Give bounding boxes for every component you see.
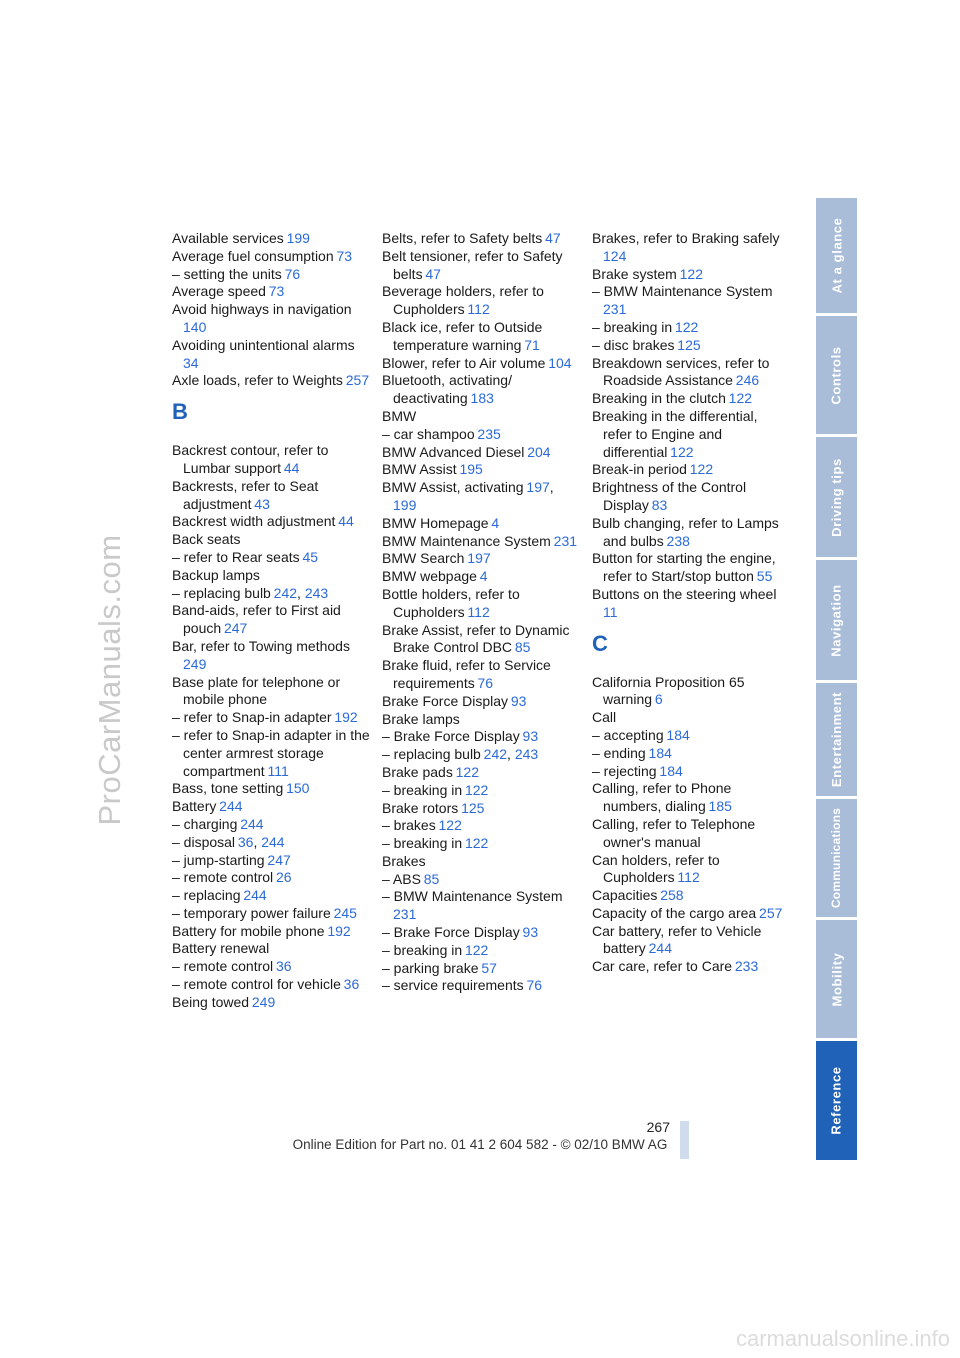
page-link[interactable]: 122 [674,318,699,335]
index-entry [172,852,370,870]
page-link[interactable]: 244 [261,833,285,850]
entry-text: Battery [172,798,217,815]
page-link[interactable]: 112 [467,603,490,620]
page-link[interactable]: 76 [526,977,543,994]
entry-text: Bulb changing, refer to Lamps and bulbs [592,514,779,549]
page-link[interactable]: 204 [527,443,551,460]
index-entry [592,816,790,852]
page-number: 267 [646,1119,670,1135]
entry-text: BMW Maintenance System [382,532,551,549]
page-link[interactable]: 85 [423,870,440,887]
index-entry [382,871,580,889]
index-entry [172,887,370,905]
page-link[interactable]: 112 [467,301,490,318]
page-link[interactable]: 257 [759,904,783,921]
entry-text: Bass, tone setting [172,780,284,797]
index-entry: – replacing bulb 242, 243 [172,584,329,601]
tab-driving-tips[interactable] [816,437,857,557]
tab-navigation[interactable] [816,560,857,680]
entry-text: – breaking in [382,835,463,852]
index-entry [382,533,580,551]
index-entry [172,816,370,834]
index-entry [382,764,580,782]
page-link[interactable]: 73 [268,283,285,300]
page-link[interactable]: 122 [464,781,489,798]
entry-text: Calling, refer to Telephone owner's manual [592,815,756,850]
index-entry: – disposal 36, 244 [172,833,285,850]
entry-text: – remote control for vehicle [172,976,341,993]
entry-text: Capacities [592,887,658,904]
entry-text: Backup lamps [172,566,260,583]
entry-text: – Brake Force Display [382,924,520,941]
footer-edition: Online Edition for Part no. 01 41 2 604 582 - © 02/10 BMW AG [292,1137,668,1152]
index-entry [592,337,790,355]
page-link[interactable]: 104 [548,354,572,371]
entry-text: – car shampoo [382,425,475,442]
page-link[interactable]: 122 [464,835,489,852]
page-link[interactable]: 244 [243,887,267,904]
page-link[interactable]: 257 [345,372,370,389]
page-link[interactable]: 36 [275,958,292,975]
index-entry [592,923,790,959]
page-link[interactable]: 184 [648,744,672,761]
page-link[interactable]: 71 [524,336,540,353]
entry-text: BMW Assist [382,461,457,478]
entry-text: Can holders, refer to Cupholders [592,851,720,886]
index-entry [172,372,370,390]
entry-text: Brake lamps [382,710,460,727]
page-link[interactable]: 247 [267,851,291,868]
tab-label: Entertainment [829,691,845,788]
entry-text: BMW Advanced Diesel [382,443,525,460]
entry-text: – breaking in [382,781,463,798]
page-link[interactable]: 231 [393,906,417,923]
index-entry [382,960,580,978]
entry-text: BMW webpage [382,568,477,585]
entry-text: California Proposition 65 warning [592,673,745,708]
page-link[interactable]: 122 [438,817,462,834]
index-entry [172,674,370,710]
entry-text: – ABS [382,870,421,887]
entry-text: Brake pads [382,763,453,780]
index-column-3 [592,230,790,976]
index-entry [172,709,370,727]
page-link[interactable]: 197 [526,479,550,496]
page-link[interactable]: 76 [477,674,494,691]
page-link[interactable]: 243 [304,584,329,601]
index-entry [382,230,580,248]
entry-text: Calling, refer to Phone numbers, dialing [592,780,732,815]
page-link[interactable]: 233 [734,958,759,975]
entry-text: Brakes, refer to Braking safely [592,230,780,246]
entry-text: Battery for mobile phone [172,922,325,939]
index-entry [382,977,580,995]
index-entry [592,709,790,727]
entry-text: Brake rotors [382,799,459,816]
index-entry [172,958,370,976]
entry-text: – refer to Rear seats [172,548,300,565]
page-link[interactable]: 192 [334,709,358,726]
tab-communications[interactable] [816,799,857,917]
tab-label: Mobility [829,952,844,1006]
entry-text: Brightness of the Control Display [592,479,747,513]
entry-text: Base plate for telephone or mobile phone [172,673,341,708]
page-link[interactable]: 57 [481,959,497,976]
entry-text: – ending [592,744,646,761]
page-link[interactable]: 231 [603,301,627,318]
entry-text: Bottle holders, refer to Cupholders [382,585,520,620]
index-entry [592,887,790,905]
index-entry [172,266,370,284]
index-entry [172,638,370,674]
watermark-procarmanuals: ProCarManuals.com [92,534,127,826]
index-entry [172,531,370,549]
index-entry [592,745,790,763]
index-entry [172,283,370,301]
page-link[interactable]: 197 [467,550,491,567]
page-link[interactable]: 199 [286,230,310,246]
entry-text: – BMW Maintenance System [592,283,773,300]
page-link[interactable]: 245 [333,904,357,921]
index-entry [382,408,580,426]
page-link[interactable]: 125 [461,799,485,816]
page-link[interactable]: 242 [483,746,508,763]
index-entry [382,248,580,284]
page-link[interactable]: 258 [660,887,684,904]
page-link[interactable]: 55 [756,568,773,585]
page-link[interactable]: 34 [183,354,199,371]
page-link[interactable]: 140 [183,318,207,335]
index-letter-heading: C [592,630,608,656]
page-link[interactable]: 73 [336,247,353,264]
index-entry [172,923,370,941]
entry-text: Call [592,709,617,726]
tab-controls[interactable] [816,316,857,434]
index-entry [592,319,790,337]
entry-text: BMW Assist, activating [382,479,524,496]
index-entry [382,515,580,533]
index-entry: – replacing bulb 242, 243 [382,746,539,763]
page-link[interactable]: 122 [679,265,703,282]
tab-label: Reference [829,1066,844,1135]
index-entry [382,568,580,586]
entry-text: Buttons on the steering wheel [592,585,777,602]
page-link[interactable]: 93 [522,924,539,941]
page-link[interactable]: 195 [459,461,483,478]
page-link[interactable]: 238 [666,532,690,549]
index-entry [382,426,580,444]
page-link[interactable]: 26 [275,869,292,886]
index-entry [172,976,370,994]
page-link[interactable]: 244 [240,815,264,832]
index-entry [172,869,370,887]
index-entry [382,550,580,568]
entry-text: Break-in period [592,461,687,478]
page-link[interactable]: 43 [254,495,270,512]
page-link[interactable]: 44 [338,513,354,530]
index-column-1 [172,230,370,1012]
index-entry [592,958,790,976]
page-link[interactable]: 243 [514,746,539,763]
entry-text: – disposal [172,833,236,850]
page-link[interactable]: 111 [267,762,289,779]
page-link[interactable]: 231 [553,532,578,549]
entry-text: – remote control [172,869,274,886]
index-entry [382,924,580,942]
entry-text: Belt tensioner, refer to Safety belts [382,247,563,282]
page-link[interactable]: 184 [666,726,690,743]
index-entry [592,266,790,284]
entry-text: – refer to Snap-in adapter [172,709,332,726]
index-entry [382,444,580,462]
page-link[interactable]: 36 [237,833,254,850]
page-link[interactable]: 122 [728,390,753,407]
entry-text: Backrest width adjustment [172,513,336,530]
index-entry [382,853,580,871]
page-link[interactable]: 192 [327,922,351,939]
entry-text: Car battery, refer to Vehicle battery [592,922,762,957]
entry-text: Avoid highways in navigation [172,301,352,318]
entry-text: Available services [172,230,284,246]
entry-text: Beverage holders, refer to Cupholders [382,283,544,318]
entry-text: Brake Assist, refer to Dynamic Brake Control DBC [382,621,570,656]
entry-text: – remote control [172,958,274,975]
index-letter-heading: B [172,399,188,425]
page-link[interactable]: 125 [677,336,701,353]
page-link[interactable]: 36 [343,976,360,993]
index-entry [382,817,580,835]
entry-text: – disc brakes [592,336,675,353]
page-link[interactable]: 244 [648,940,672,957]
page-link[interactable]: 244 [219,798,243,815]
page-link[interactable]: 185 [708,798,732,815]
index-entry [172,549,370,567]
page-link[interactable]: 124 [603,247,627,264]
entry-text: – service requirements [382,977,524,994]
entry-text: – parking brake [382,959,479,976]
entry-text: – accepting [592,726,664,743]
index-entry [382,319,580,355]
page-link[interactable]: 47 [425,265,441,282]
entry-text: Avoiding unintentional alarms [172,336,355,353]
page-link[interactable]: 199 [393,496,417,513]
entry-text: Battery renewal [172,940,270,957]
index-entry [592,550,790,586]
index-entry [172,940,370,958]
page-link[interactable]: 242 [273,584,298,601]
tab-label: Communications [829,807,844,909]
entry-text: BMW [382,407,417,424]
entry-text: Bar, refer to Towing methods [172,637,350,654]
index-entry [382,942,580,960]
index-entry [592,674,790,710]
index-entry [592,408,790,461]
page-link[interactable]: 112 [677,869,700,886]
index-entry [382,693,580,711]
index-entry [172,230,370,248]
entry-text: Breakdown services, refer to Roadside Assistance [592,354,770,389]
entry-text: Black ice, refer to Outside temperature warning [382,318,543,353]
index-entry [382,586,580,622]
page-link[interactable]: 249 [251,993,276,1010]
index-entry [592,515,790,551]
entry-text: Being towed [172,993,250,1010]
page-link[interactable]: 249 [183,655,207,672]
index-entry [592,230,790,266]
watermark-carmanualsonline: carmanualsonline.info [735,1326,950,1351]
index-entry [172,478,370,514]
entry-text: – breaking in [382,941,463,958]
entry-text: Brake fluid, refer to Service requirements [382,657,551,691]
entry-text: Breaking in the clutch [592,390,726,407]
entry-text: Backrest contour, refer to Lumbar support [172,442,329,476]
page-link[interactable]: 235 [477,425,501,442]
entry-text: Average speed [172,283,266,300]
entry-text: Average fuel consumption [172,247,334,264]
index-entry [382,782,580,800]
entry-text: – jump-starting [172,851,265,868]
index-column-2 [382,230,580,995]
entry-text: – rejecting [592,762,657,779]
index-entry [592,763,790,781]
entry-text: Button for starting the engine, refer to Start/stop button [592,550,776,585]
page-link[interactable]: 4 [479,568,488,585]
index-entry [172,905,370,923]
entry-text: – brakes [382,817,436,834]
tab-label: At a glance [829,217,844,294]
index-entry [172,727,370,780]
page-link[interactable]: 122 [670,443,694,460]
entry-text: Blower, refer to Air volume [382,354,546,371]
index-entry [172,780,370,798]
page-link[interactable]: 150 [286,780,310,797]
tab-label: Controls [829,345,844,405]
entry-text: Capacity of the cargo area [592,904,757,921]
entry-text: – replacing bulb [172,584,271,601]
index-entry [172,513,370,531]
index-entry [382,800,580,818]
entry-text: Belts, refer to Safety belts [382,230,543,246]
index-entry [172,567,370,585]
tab-at-a-glance[interactable] [816,198,857,313]
tab-entertainment[interactable] [816,683,857,796]
index-entry [172,798,370,816]
entry-text: – replacing [172,887,241,904]
page-link[interactable]: 45 [302,548,319,565]
page-link[interactable]: 184 [659,762,683,779]
page-link[interactable]: 44 [283,459,300,476]
index-entry [592,461,790,479]
index-entry [172,994,370,1012]
entry-text: Brake Force Display [382,692,509,709]
page-link[interactable]: 93 [522,728,539,745]
entry-text: Bluetooth, activating/ deactivating [382,372,512,407]
tab-label: Driving tips [829,457,844,537]
entry-text: – refer to Snap-in adapter in the center armrest storage compartment [172,726,370,779]
index-entry [172,248,370,266]
entry-text: Back seats [172,531,241,548]
index-entry [592,586,790,622]
page-link[interactable]: 4 [491,514,500,531]
index-entry: BMW Assist, activating 197, 199 [382,479,554,513]
entry-text: – replacing bulb [382,746,481,763]
entry-text: – temporary power failure [172,904,331,921]
page-link[interactable]: 76 [284,265,301,282]
index-entry [592,355,790,391]
index-entry [172,301,370,337]
index-entry [172,602,370,638]
entry-text: – charging [172,815,238,832]
index-entry [382,283,580,319]
entry-text: Backrests, refer to Seat adjustment [172,477,319,512]
entry-text: – setting the units [172,265,282,282]
entry-text: Breaking in the differential, refer to Engine and differential [592,407,758,460]
entry-text: Brake system [592,265,677,282]
index-entry [382,372,580,408]
index-entry [592,283,790,319]
page-link[interactable]: 122 [464,941,489,958]
entry-text: Car care, refer to Care [592,958,733,975]
page-link[interactable]: 83 [651,496,668,513]
index-entry [382,622,580,658]
page-link[interactable]: 183 [470,390,494,407]
entry-text: – Brake Force Display [382,728,520,745]
index-entry [172,337,370,373]
page-link[interactable]: 47 [545,230,561,246]
page-link[interactable]: 246 [735,372,760,389]
page-link[interactable]: 122 [455,763,479,780]
index-entry [592,780,790,816]
entry-text: – BMW Maintenance System [382,888,563,905]
index-entry [382,888,580,924]
page-link[interactable]: 93 [510,692,527,709]
index-entry [382,355,580,373]
page-link[interactable]: 85 [514,639,531,656]
chapter-tabs [816,198,857,1160]
page-link[interactable]: 6 [654,691,663,708]
page-link[interactable]: 122 [689,461,714,478]
tab-mobility[interactable] [816,920,857,1038]
index-entry [382,657,580,693]
index-entry [592,390,790,408]
index-entry [382,711,580,729]
index-entry [382,461,580,479]
index-entry [382,835,580,853]
entry-text: BMW Search [382,550,465,567]
entry-text: Brakes [382,852,426,869]
page-link[interactable]: 247 [223,620,248,637]
index-entry [592,727,790,745]
index-entry [382,728,580,746]
page-link[interactable]: 11 [603,603,618,620]
tab-label: Navigation [829,583,844,657]
entry-text: BMW Homepage [382,514,489,531]
index-entry [592,852,790,888]
entry-text: – breaking in [592,318,673,335]
index-entry [592,905,790,923]
index-entry [172,442,370,478]
index-entry [592,479,790,515]
entry-text: Axle loads, refer to Weights [172,372,343,389]
entry-text: Band-aids, refer to First aid pouch [172,602,341,637]
